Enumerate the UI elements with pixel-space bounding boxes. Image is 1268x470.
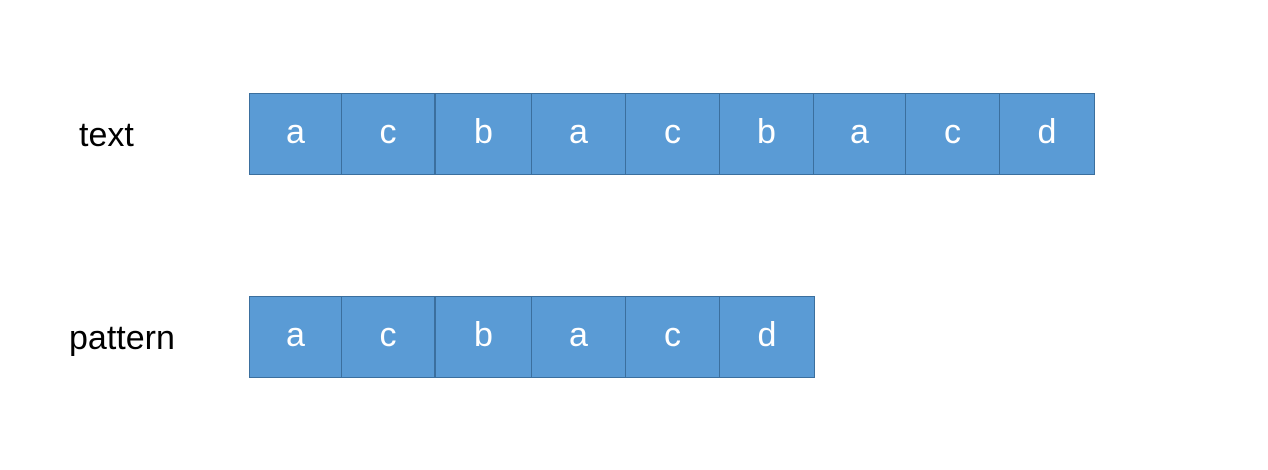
text-row-label: text	[79, 116, 134, 154]
text-cell: c	[906, 94, 1000, 174]
text-cell: d	[1037, 113, 1057, 151]
text-cell: c	[342, 94, 436, 174]
pattern-cell: c	[626, 297, 720, 377]
text-cell: b	[436, 94, 532, 174]
pattern-cell: a	[532, 297, 626, 377]
pattern-cell: b	[436, 297, 532, 377]
pattern-array	[249, 296, 815, 378]
text-array	[249, 93, 1095, 175]
text-cell: c	[626, 94, 720, 174]
pattern-cell: a	[250, 297, 342, 377]
text-cell: a	[532, 94, 626, 174]
text-cell: a	[814, 94, 906, 174]
text-cell: a	[250, 94, 342, 174]
pattern-cell: c	[342, 297, 436, 377]
pattern-cell: d	[757, 316, 777, 354]
text-cell: b	[720, 94, 814, 174]
pattern-row-label: pattern	[69, 319, 175, 357]
